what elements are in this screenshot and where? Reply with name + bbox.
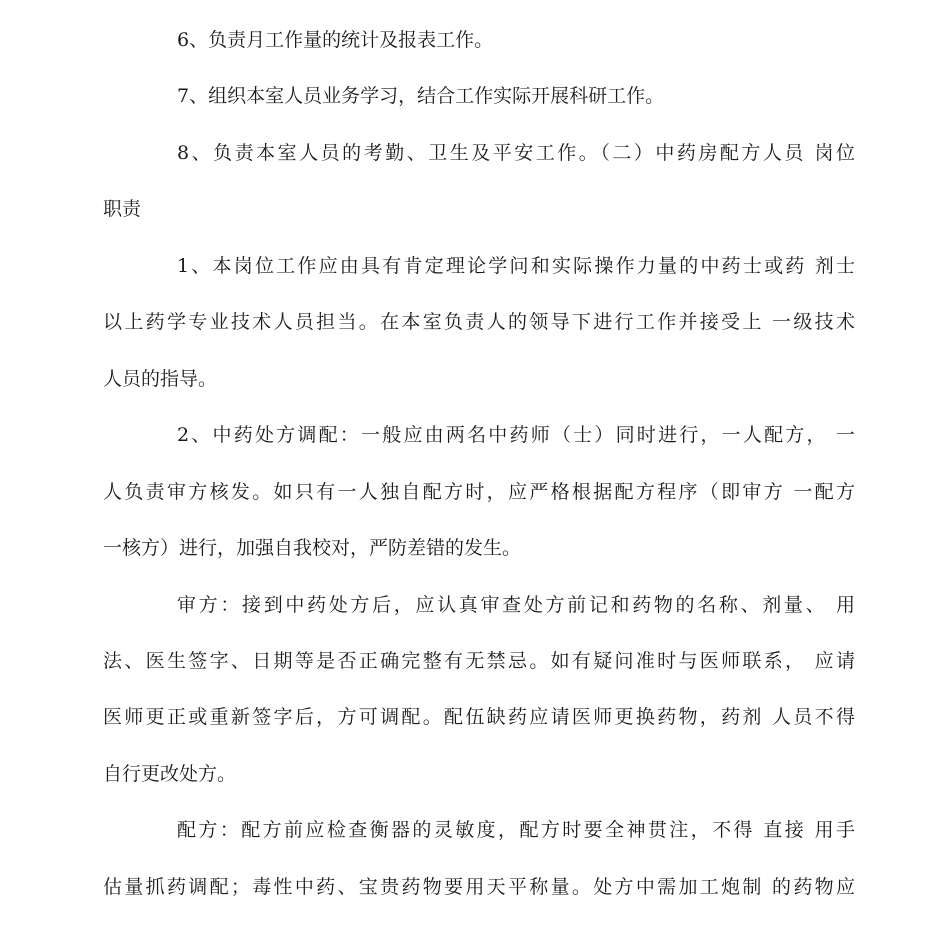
- text-line-14: 自行更改处方。: [103, 763, 237, 785]
- text-line-9: 人负责审方核发。如只有一人独自配方时，应严格根据配方程序（即审方 一配方: [103, 481, 855, 503]
- text-line-8: 2、中药处方调配：一般应由两名中药师（士）同时进行，一人配方， 一: [177, 424, 855, 446]
- text-line-3: 8、负责本室人员的考勤、卫生及平安工作。（二）中药房配方人员 岗位: [177, 142, 855, 164]
- text-line-2: 7、组织本室人员业务学习，结合工作实际开展科研工作。: [177, 85, 665, 107]
- text-line-15: 配方：配方前应检查衡器的灵敏度，配方时要全神贯注，不得 直接 用手: [177, 819, 855, 841]
- text-line-4: 职责: [103, 198, 142, 220]
- text-line-13: 医师更正或重新签字后，方可调配。配伍缺药应请医师更换药物，药剂 人员不得: [103, 706, 855, 728]
- text-line-5: 1、本岗位工作应由具有肯定理论学问和实际操作力量的中药士或药 剂士: [177, 255, 855, 277]
- text-line-12: 法、医生签字、日期等是否正确完整有无禁忌。如有疑问准时与医师联系， 应请: [103, 650, 855, 672]
- text-line-10: 一核方）进行，加强自我校对，严防差错的发生。: [103, 537, 522, 559]
- text-line-16: 估量抓药调配；毒性中药、宝贵药物要用天平称量。处方中需加工炮制 的药物应: [103, 876, 855, 898]
- text-line-6: 以上药学专业技术人员担当。在本室负责人的领导下进行工作并接受上 一级技术: [103, 311, 855, 333]
- text-line-7: 人员的指导。: [103, 368, 218, 390]
- text-line-1: 6、负责月工作量的统计及报表工作。: [177, 29, 494, 51]
- text-line-11: 审方：接到中药处方后，应认真审查处方前记和药物的名称、剂量、 用: [177, 594, 855, 616]
